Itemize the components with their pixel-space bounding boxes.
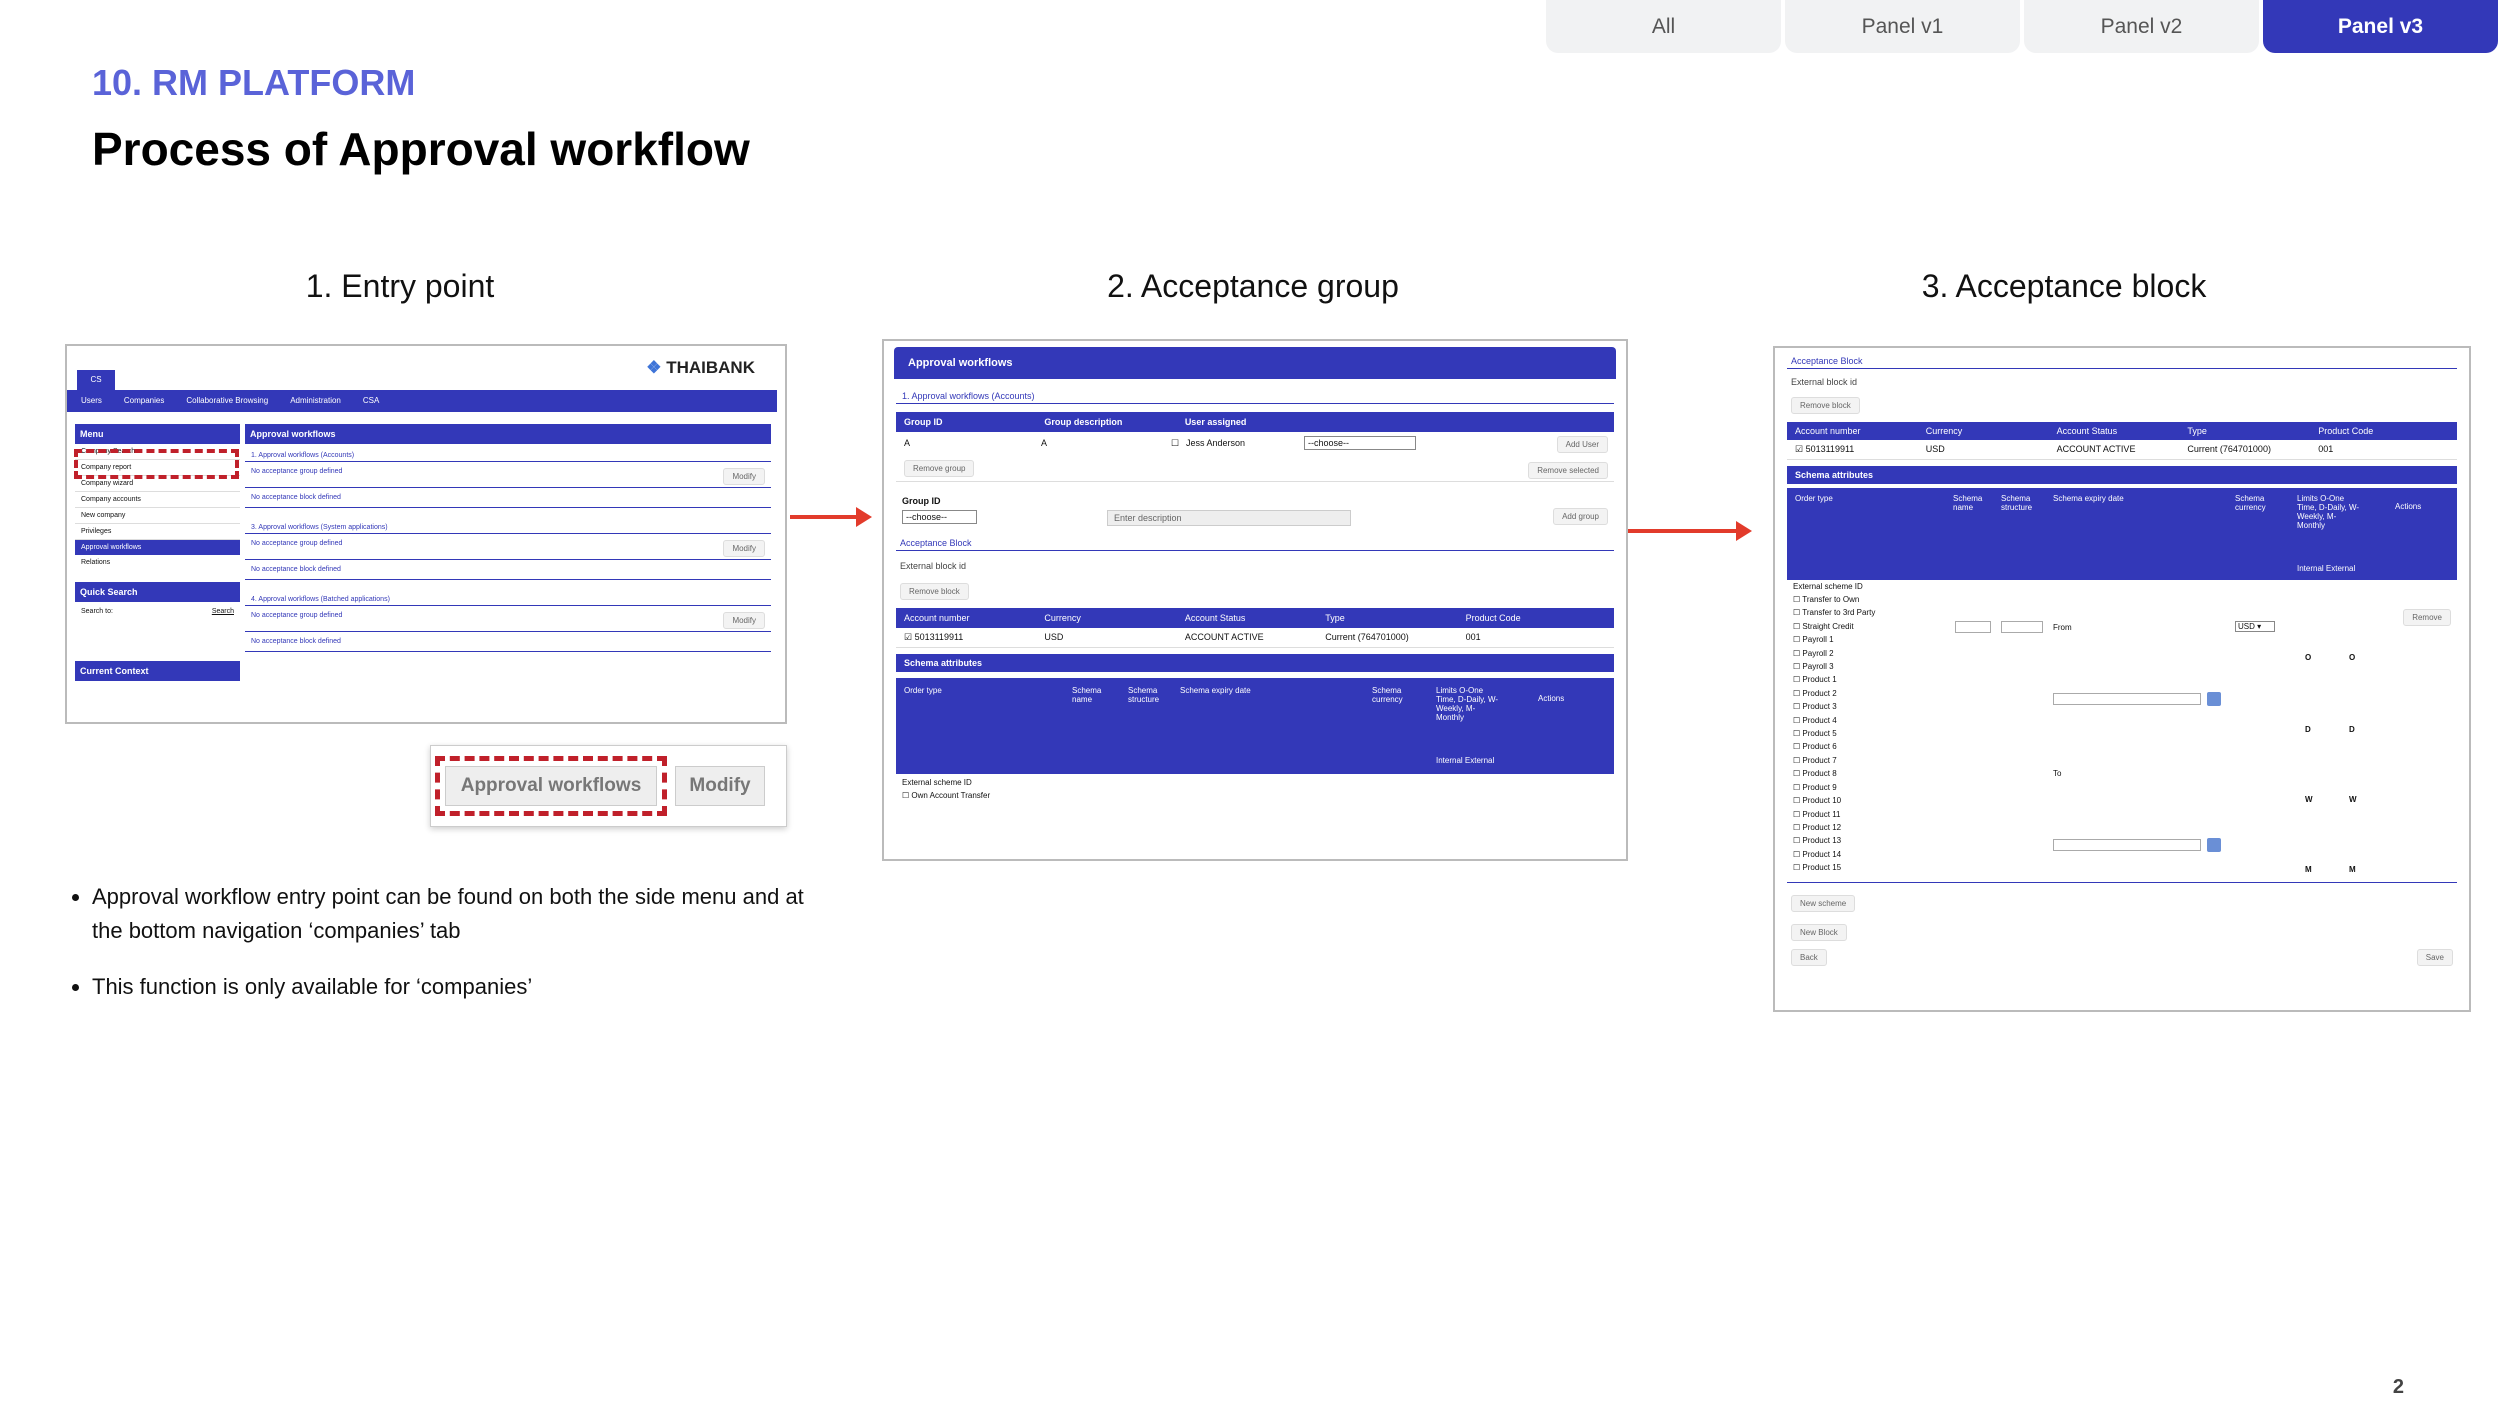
order-type-item[interactable] <box>1793 834 1875 847</box>
no-block-3: No acceptance block defined <box>245 632 771 652</box>
order-type-item[interactable] <box>1793 660 1875 673</box>
order-type-item[interactable] <box>1793 794 1875 807</box>
order-label: Product 12 <box>1802 822 1842 832</box>
order-checkbox[interactable]: ☐ <box>1793 849 1803 859</box>
page-title: Process of Approval workflow <box>92 123 750 175</box>
col-expiry: Schema expiry date <box>1180 686 1251 695</box>
save-button[interactable]: Save <box>2417 949 2453 966</box>
sec-system: 3. Approval workflows (System applications) <box>245 508 771 534</box>
sec-batched: 4. Approval workflows (Batched applications) <box>245 580 771 606</box>
user-name: Jess Anderson <box>1186 438 1246 448</box>
account-number: ☑ 5013119911 <box>904 632 964 642</box>
no-block-2: No acceptance block defined <box>245 560 771 580</box>
ab-currency-val: USD <box>1925 444 1945 454</box>
ab-status-val: ACCOUNT ACTIVE <box>2056 444 2136 454</box>
zoom-callout <box>430 745 787 827</box>
order-checkbox[interactable]: ☐ <box>1793 742 1803 752</box>
order-checkbox[interactable]: ☐ <box>1793 635 1803 645</box>
order-label: Product 2 <box>1802 688 1837 698</box>
order-type-item[interactable] <box>1793 740 1875 753</box>
to-date-input[interactable] <box>2053 839 2201 851</box>
modify-button-1[interactable]: Modify <box>723 468 765 485</box>
order-label: Product 8 <box>1802 769 1837 779</box>
ab-col-status: Account Status <box>2056 426 2118 436</box>
ab-account-number: ☑ 5013119911 <box>1795 444 1855 454</box>
product-val: 001 <box>1465 632 1481 642</box>
tab-panel-v2[interactable]: Panel v2 <box>2024 0 2259 53</box>
search-link[interactable]: Search <box>211 608 234 615</box>
menu-approval-workflows[interactable]: Approval workflows <box>75 540 240 555</box>
order-type-item[interactable] <box>1793 821 1875 834</box>
tab-all[interactable]: All <box>1546 0 1781 53</box>
ab-external-scheme-label: External scheme ID <box>1793 582 1863 591</box>
ab-product-val: 001 <box>2318 444 2334 454</box>
order-label: Product 14 <box>1802 849 1842 859</box>
limit-letter-d-ext: D <box>2349 725 2355 734</box>
main-panel-title: Approval workflows <box>245 424 771 444</box>
order-type-item[interactable] <box>1793 848 1875 861</box>
order-label: Product 6 <box>1802 742 1837 752</box>
order-label: Product 7 <box>1802 755 1837 765</box>
zoom-approval-workflows-button[interactable]: Approval workflows <box>445 766 657 806</box>
step-3-heading: 3. Acceptance block <box>1921 268 2207 304</box>
order-label: Product 5 <box>1802 729 1837 739</box>
nav-users[interactable]: Users <box>81 396 102 405</box>
ab-account-number-val: 5013119911 <box>1805 444 1855 454</box>
acceptance-block-screenshot <box>1773 346 2471 1012</box>
status-val: ACCOUNT ACTIVE <box>1184 632 1264 642</box>
cs-tab-label: CS <box>90 375 102 384</box>
order-type-item[interactable] <box>1793 647 1875 660</box>
order-checkbox[interactable]: ☐ <box>1793 648 1803 658</box>
group-id-label: Group ID <box>902 496 941 506</box>
ab-col-product: Product Code <box>2318 426 2374 436</box>
limit-letter-m-int: M <box>2305 865 2312 874</box>
order-label: Product 4 <box>1802 715 1837 725</box>
account-row <box>896 628 1614 648</box>
ab-col-limits: Limits O-One Time, D-Daily, W-Weekly, M-Monthly <box>2297 494 2360 530</box>
order-label: Payroll 1 <box>1802 635 1834 645</box>
type-val: Current (764701000) <box>1325 632 1409 642</box>
remove-block-button[interactable]: Remove block <box>900 583 969 600</box>
order-checkbox[interactable]: ☐ <box>1793 675 1803 685</box>
ab-type-val: Current (764701000) <box>2187 444 2271 454</box>
zoom-modify-button[interactable]: Modify <box>675 766 765 806</box>
order-type-item[interactable] <box>1793 714 1875 727</box>
order-type-item[interactable] <box>1793 673 1875 686</box>
tab-panel-v3[interactable]: Panel v3 <box>2263 0 2498 53</box>
account-table-header <box>896 608 1614 628</box>
page-number: 2 <box>2392 1376 2404 1398</box>
order-type-item[interactable] <box>1793 687 1875 700</box>
ab-col-currency: Currency <box>1925 426 1963 436</box>
external-block-label: External block id <box>900 561 967 571</box>
add-user-button[interactable]: Add User <box>1557 436 1608 453</box>
from-calendar-icon[interactable] <box>2207 692 2221 706</box>
nav-admin[interactable]: Administration <box>290 396 341 405</box>
logo-mark-icon: ❖ <box>646 358 667 377</box>
ab-remove-block-button[interactable]: Remove block <box>1791 397 1860 414</box>
new-scheme-button[interactable]: New scheme <box>1791 895 1855 912</box>
limit-letter-w-ext: W <box>2349 795 2357 804</box>
order-type-item[interactable] <box>1793 781 1875 794</box>
order-label: Straight Credit <box>1802 621 1854 631</box>
from-label: From <box>2053 623 2072 632</box>
ab-col-type: Type <box>2187 426 2207 436</box>
description-input[interactable]: Enter description <box>1107 510 1351 526</box>
order-type-item[interactable] <box>1793 754 1875 767</box>
group-id-select[interactable]: --choose-- <box>902 510 977 524</box>
from-date-input[interactable] <box>2053 693 2201 705</box>
to-label: To <box>2053 769 2062 778</box>
col-user: User assigned <box>1184 417 1247 427</box>
col-product: Product Code <box>1465 613 1521 623</box>
main-panel <box>245 424 771 652</box>
order-checkbox[interactable]: ☐ <box>1793 755 1803 765</box>
ab-col-schema-name: Schema name <box>1953 494 1983 512</box>
order-type-item[interactable] <box>1793 633 1875 646</box>
notes-list <box>70 880 830 1026</box>
order-label: Product 10 <box>1802 796 1842 806</box>
to-calendar-icon[interactable] <box>2207 838 2221 852</box>
order-checkbox[interactable]: ☐ <box>1793 595 1803 604</box>
panel-tabs <box>1546 0 2498 53</box>
menu-new-company[interactable]: New company <box>75 508 240 524</box>
order-label: Product 9 <box>1802 782 1837 792</box>
col-order-type: Order type <box>904 686 942 695</box>
top-nav <box>67 390 777 412</box>
order-type-item[interactable] <box>1793 727 1875 740</box>
group-id-val: A <box>904 438 911 448</box>
order-checkbox[interactable]: ☐ <box>1793 688 1803 698</box>
brand-name: THAIBANK <box>666 358 755 377</box>
schema-name-input[interactable] <box>1955 621 1991 633</box>
schema-table-header <box>896 678 1614 774</box>
search-to-label: Search to: <box>81 608 113 615</box>
highlight-side-menu <box>74 449 239 479</box>
modify-button-3[interactable]: Modify <box>723 612 765 629</box>
note-1: • Approval workflow entry point can be found on both the side menu and at the bottom navigation ‘companies’ tab <box>92 880 830 948</box>
remove-selected-button[interactable]: Remove selected <box>1528 462 1608 479</box>
order-checkbox[interactable]: ☐ <box>1793 822 1803 832</box>
no-block-1: No acceptance block defined <box>245 488 771 508</box>
order-label: Transfer to Own <box>1802 595 1860 604</box>
ab-account-row <box>1787 440 2457 460</box>
schema-attributes-title: Schema attributes <box>896 654 1614 672</box>
remove-group-button[interactable]: Remove group <box>904 460 974 477</box>
order-checkbox[interactable]: ☐ <box>1793 715 1803 725</box>
col-limits: Limits O-One Time, D-Daily, W-Weekly, M-Monthly <box>1436 686 1499 722</box>
external-scheme-label: External scheme ID <box>902 778 972 787</box>
col-currency: Currency <box>1044 613 1081 623</box>
ab-schema-title: Schema attributes <box>1787 466 2457 484</box>
order-type-item[interactable] <box>1793 606 1875 619</box>
limit-letter-w-int: W <box>2305 795 2313 804</box>
order-checkbox[interactable]: ☐ <box>1793 662 1803 672</box>
current-context-title: Current Context <box>75 661 240 681</box>
ab-title: Acceptance Block <box>1787 354 2457 369</box>
order-type-item[interactable] <box>1793 808 1875 821</box>
cs-tab <box>77 370 115 390</box>
acceptance-group-screenshot <box>882 339 1628 861</box>
menu-company-report[interactable]: Company report <box>75 460 240 476</box>
col-type: Type <box>1325 613 1345 623</box>
order-type-item[interactable] <box>1793 861 1875 874</box>
col-schema-name: Schema name <box>1072 686 1102 704</box>
limit-letter-d-int: D <box>2305 725 2311 734</box>
add-group-row <box>896 506 1614 532</box>
col-group-desc: Group description <box>1044 417 1123 427</box>
account-number-val: 5013119911 <box>914 632 964 642</box>
no-group-3: No acceptance group defined <box>251 612 343 619</box>
order-type-items <box>1793 593 1875 875</box>
order-label: Product 1 <box>1802 675 1837 685</box>
internal-external: Internal External <box>1436 756 1495 765</box>
group-desc-val: A <box>1041 438 1048 448</box>
order-label: Product 15 <box>1802 863 1842 873</box>
user-checkbox[interactable]: ☐ <box>1171 438 1180 448</box>
entry-point-screenshot <box>65 344 787 724</box>
col-actions: Actions <box>1538 694 1565 703</box>
menu-title: Menu <box>75 424 240 444</box>
ab-internal-external: Internal External <box>2297 564 2356 573</box>
own-transfer-row <box>902 791 1608 800</box>
note-2: • This function is only available for ‘companies’ <box>92 970 830 1004</box>
aw-header: Approval workflows <box>894 347 1616 379</box>
acceptance-block-title: Acceptance Block <box>896 532 1614 551</box>
step-2-heading: 2. Acceptance group <box>1107 268 1399 304</box>
order-checkbox[interactable]: ☐ <box>1793 863 1803 873</box>
col-schema-currency: Schema currency <box>1372 686 1403 704</box>
menu-company-accounts[interactable]: Company accounts <box>75 492 240 508</box>
order-checkbox[interactable]: ☐ <box>1793 782 1803 792</box>
section-label: 10. RM PLATFORM <box>92 62 416 103</box>
menu-relations[interactable]: Relations <box>81 559 111 566</box>
col-schema-structure: Schema structure <box>1128 686 1160 704</box>
ab-col-actions: Actions <box>2395 502 2422 511</box>
ab-col-account: Account number <box>1795 426 1861 436</box>
order-label: Payroll 2 <box>1802 648 1834 658</box>
menu-company-search[interactable]: Company Search <box>75 444 240 460</box>
order-label: Product 13 <box>1802 836 1842 846</box>
tab-panel-v1[interactable]: Panel v1 <box>1785 0 2020 53</box>
arrow-1-2 <box>790 515 868 519</box>
ab-col-expiry: Schema expiry date <box>2053 494 2124 503</box>
order-type-item[interactable] <box>1793 700 1875 713</box>
col-group-id: Group ID <box>904 417 943 427</box>
nav-companies[interactable]: Companies <box>123 396 165 405</box>
group-table-header <box>896 412 1614 432</box>
order-checkbox[interactable]: ☐ <box>1793 796 1803 806</box>
user-select[interactable]: --choose-- <box>1304 436 1416 450</box>
no-group-1: No acceptance group defined <box>251 468 343 475</box>
order-label: Payroll 3 <box>1802 662 1834 672</box>
group-row <box>896 432 1614 482</box>
arrow-2-3 <box>1628 529 1748 533</box>
currency-select[interactable]: USD ▾ <box>2235 621 2275 632</box>
order-type-item[interactable] <box>1793 593 1875 606</box>
no-group-2: No acceptance group defined <box>251 540 343 547</box>
add-group-button[interactable]: Add group <box>1553 508 1608 525</box>
ab-schema-header <box>1787 488 2457 580</box>
step-1-heading: 1. Entry point <box>305 268 495 304</box>
col-status: Account Status <box>1184 613 1246 623</box>
order-checkbox[interactable]: ☐ <box>1793 836 1803 846</box>
limit-letter-o-ext: O <box>2349 653 2356 662</box>
currency-val: USD <box>1044 632 1064 642</box>
ab-col-schema-structure: Schema structure <box>2001 494 2033 512</box>
order-label: Transfer to 3rd Party <box>1802 608 1876 618</box>
quick-search-title: Quick Search <box>75 582 240 602</box>
modify-button-2[interactable]: Modify <box>723 540 765 557</box>
ab-col-currency: Schema currency <box>2235 494 2266 512</box>
nav-csa[interactable]: CSA <box>362 396 380 405</box>
new-block-button[interactable]: New Block <box>1791 924 1847 941</box>
order-type-list <box>1787 593 2457 883</box>
menu-company-wizard[interactable]: Company wizard <box>75 476 240 492</box>
order-checkbox[interactable]: ☐ <box>1793 809 1803 819</box>
own-transfer-label: Own Account Transfer <box>911 791 991 800</box>
limit-letter-o-int: O <box>2305 653 2312 662</box>
back-button[interactable]: Back <box>1791 949 1827 966</box>
order-checkbox[interactable]: ☐ <box>1793 729 1803 739</box>
order-type-item[interactable] <box>1793 767 1875 780</box>
currency-select-val: USD <box>2238 622 2255 631</box>
order-label: Product 3 <box>1802 702 1837 712</box>
nav-collab[interactable]: Collaborative Browsing <box>186 396 269 405</box>
menu-privileges[interactable]: Privileges <box>75 524 240 540</box>
sec-accounts: 1. Approval workflows (Accounts) <box>245 444 771 462</box>
thaibank-logo <box>646 358 755 378</box>
order-checkbox[interactable]: ☐ <box>1793 769 1803 779</box>
ab-col-order-type: Order type <box>1795 494 1833 503</box>
schema-structure-input[interactable] <box>2001 621 2043 633</box>
ab-account-header <box>1787 422 2457 440</box>
order-checkbox[interactable]: ☐ <box>1793 702 1803 712</box>
aw-section: 1. Approval workflows (Accounts) <box>896 379 1614 404</box>
scheme-remove-button[interactable]: Remove <box>2403 609 2451 626</box>
order-checkbox[interactable]: ☐ <box>1793 608 1803 618</box>
ab-external-label: External block id <box>1791 377 1858 387</box>
order-label: Product 11 <box>1802 809 1841 819</box>
own-checkbox[interactable]: ☐ <box>902 791 912 800</box>
limit-letter-m-ext: M <box>2349 865 2356 874</box>
col-account: Account number <box>904 613 970 623</box>
order-type-item[interactable] <box>1793 620 1875 633</box>
order-checkbox[interactable]: ☐ <box>1793 621 1803 631</box>
